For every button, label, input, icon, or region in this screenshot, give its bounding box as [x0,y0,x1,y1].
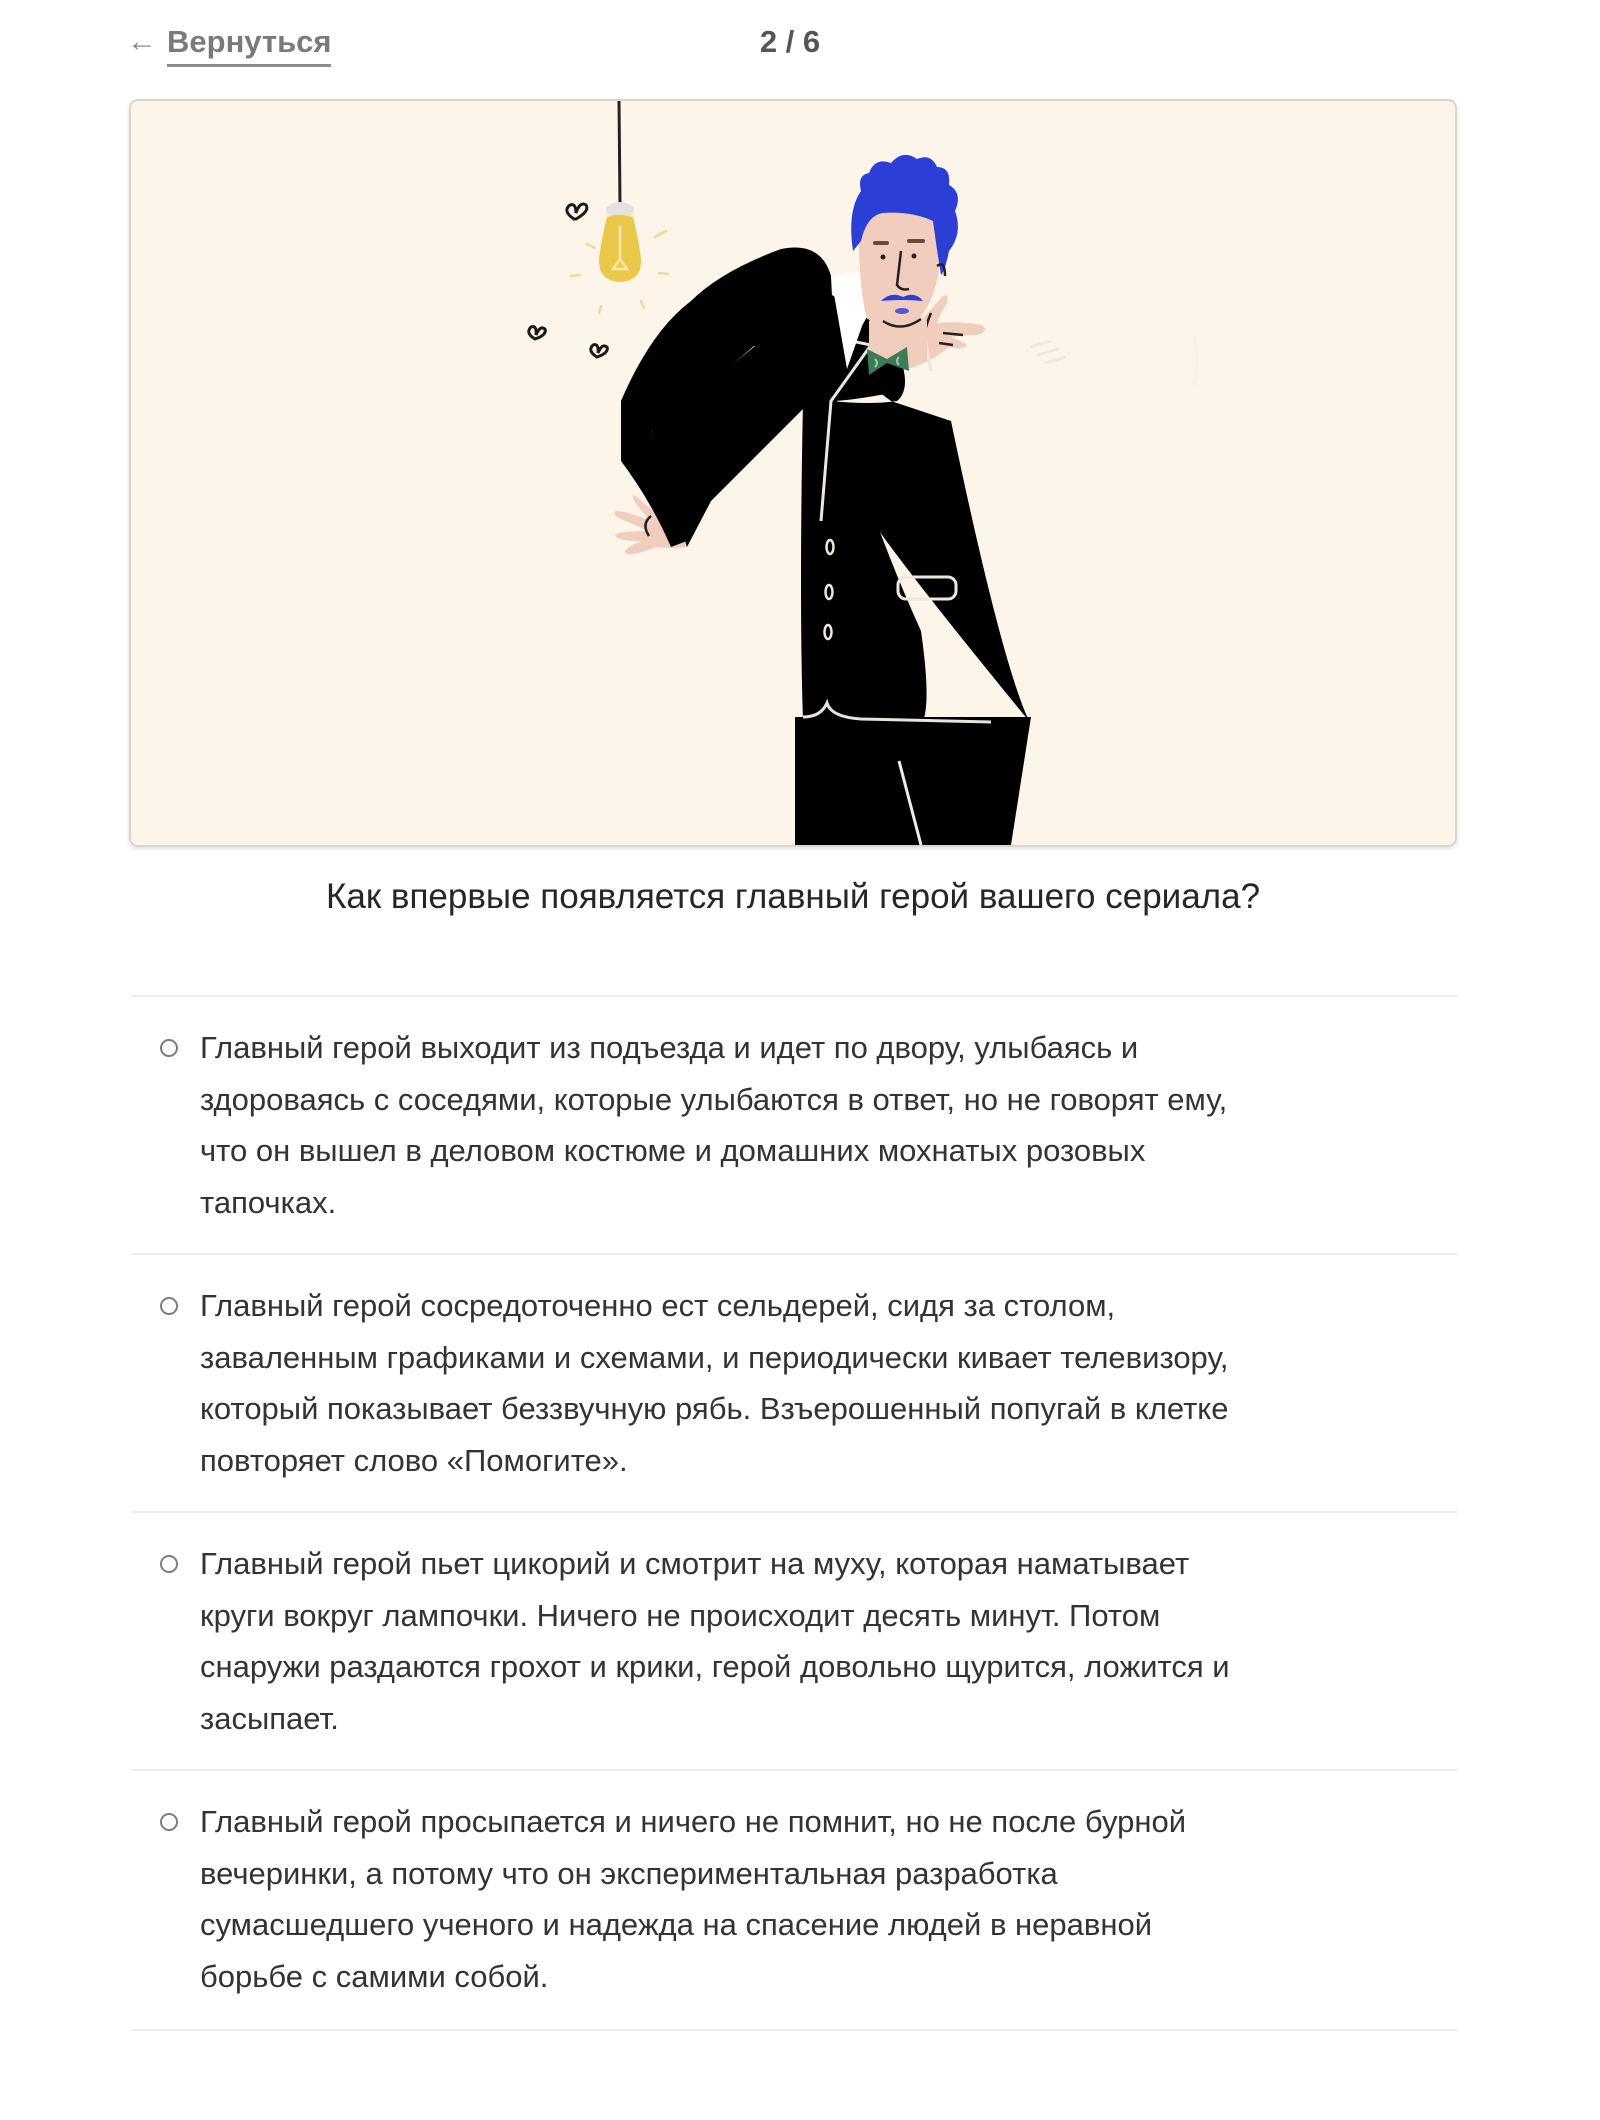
answer-option-text: Главный герой сосредоточенно ест сельдерей, сидя за столом, заваленным графиками и схемами, и периодически кивает телевизору, который показывает беззвучную рябь. Взъерошенный попугай в клетке повторяет слово «Помогите». [200,1288,1229,1478]
answer-option-4[interactable] [131,1769,1457,2031]
radio-button[interactable] [160,1297,178,1315]
answer-option-3[interactable] [131,1511,1457,1769]
illustration [131,101,1455,845]
radio-button[interactable] [160,1039,178,1057]
radio-button[interactable] [160,1813,178,1831]
answer-option-1[interactable] [131,995,1457,1253]
answer-option-2[interactable] [131,1253,1457,1511]
back-link-label: Вернуться [167,22,331,67]
illustration-card [129,99,1457,847]
answer-option-text: Главный герой выходит из подъезда и идет по двору, улыбаясь и здороваясь с соседями, которые улыбаются в ответ, но не говорят ему, что он вышел в деловом костюме и домашних мохнатых розовых тапочках. [200,1030,1228,1220]
top-bar [0,0,1600,90]
back-link[interactable] [127,22,331,68]
answer-option-text: Главный герой просыпается и ничего не помнит, но не после бурной вечеринки, а потому что он экспериментальная разработка сумасшедшего ученого и надежда на спасение людей в неравной борьбе с самими собой. [200,1804,1187,1994]
answer-option-text: Главный герой пьет цикорий и смотрит на муху, которая наматывает круги вокруг лампочки. Ничего не происходит десять минут. Потом снаружи раздаются грохот и крики, герой довольно щурится, ложится и засыпает. [200,1546,1230,1736]
question-progress-counter: 2 / 6 [759,24,821,59]
question-title: Как впервые появляется главный герой вашего сериала? [325,877,1261,916]
arrow-left-icon: ← [127,25,157,58]
answer-options [131,995,1457,2031]
man-in-suit [614,155,1196,845]
radio-button[interactable] [160,1555,178,1573]
